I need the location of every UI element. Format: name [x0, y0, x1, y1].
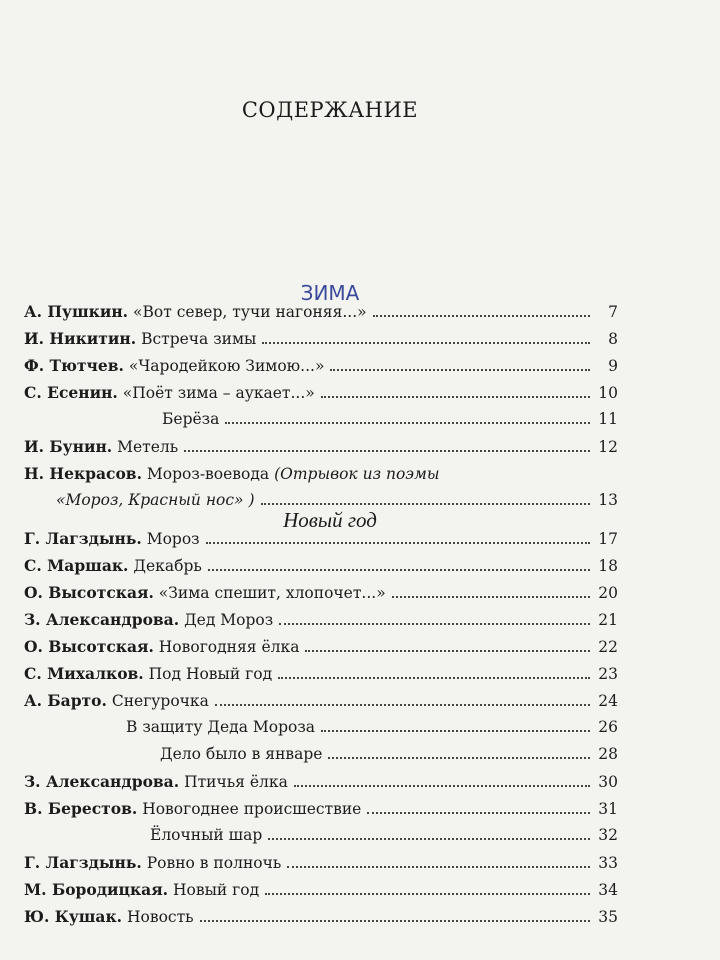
page-title: СОДЕРЖАНИЕ: [241, 98, 419, 122]
toc-page-number: 21: [598, 611, 618, 629]
toc-page-number: 11: [598, 410, 618, 428]
dot-leader: [208, 569, 590, 571]
toc-page-number: 7: [608, 303, 618, 321]
toc-entry: [24, 437, 618, 464]
toc-entry: [24, 907, 618, 934]
toc-entry: [24, 691, 618, 718]
dot-leader: [278, 677, 590, 679]
dot-leader: [268, 838, 590, 840]
toc-entry: [24, 880, 618, 907]
toc-author: Ю. Кушак.: [24, 907, 123, 926]
toc-work-title: Под Новый год: [148, 665, 273, 683]
toc-entry: [24, 799, 618, 826]
toc-entry: [24, 302, 618, 329]
toc-page-number: 35: [598, 908, 618, 926]
toc-author: И. Никитин.: [24, 329, 137, 348]
toc-work-title: Новогодняя ёлка: [158, 638, 300, 656]
dot-leader: [200, 920, 590, 922]
toc-page-number: 23: [598, 665, 618, 683]
toc-work-title: Метель: [117, 438, 179, 456]
toc-work-title: «Зима спешит, хлопочет...»: [158, 584, 386, 602]
toc-entry: [24, 410, 618, 437]
toc-entry: [24, 610, 618, 637]
dot-leader: [279, 623, 590, 625]
toc-author: А. Пушкин.: [24, 302, 129, 321]
toc-note: (Отрывок из поэмы: [274, 465, 440, 483]
toc-author: О. Высотская.: [24, 583, 154, 602]
toc-entry: [24, 356, 618, 383]
toc-work-title: Дед Мороз: [184, 611, 274, 629]
dot-leader: [305, 650, 590, 652]
toc-page-number: 26: [598, 718, 618, 736]
toc-page-number: 10: [598, 384, 618, 402]
toc-work-title: «Чародейкою Зимою...»: [128, 357, 325, 375]
toc-page-number: 12: [598, 438, 618, 456]
dot-leader: [294, 785, 590, 787]
dot-leader: [287, 866, 590, 868]
dot-leader: [265, 893, 590, 895]
toc-work-title: Мороз-воевода: [146, 465, 270, 483]
toc-work-title: Новый год: [173, 881, 260, 899]
toc-page-number: 34: [598, 881, 618, 899]
toc-author: М. Бородицкая.: [24, 880, 169, 899]
toc-author: Ф. Тютчев.: [24, 356, 124, 375]
toc-list-new-year: [24, 529, 618, 934]
toc-entry: [24, 556, 618, 583]
toc-work-title: «Поёт зима – аукает...»: [122, 384, 315, 402]
dot-leader: [225, 422, 590, 424]
dot-leader: [262, 342, 590, 344]
toc-entry: [24, 383, 618, 410]
dot-leader: [321, 396, 590, 398]
toc-page-number: 18: [598, 557, 618, 575]
dot-leader: [215, 704, 590, 706]
section-heading-new-year: Новый год: [283, 508, 377, 532]
toc-work-title: Ровно в полночь: [146, 854, 282, 872]
toc-work-title: Встреча зимы: [141, 330, 257, 348]
toc-work-title: Дело было в январе: [160, 745, 323, 763]
toc-work-title: Снегурочка: [111, 692, 209, 710]
dot-leader: [328, 757, 590, 759]
dot-leader: [373, 315, 590, 317]
toc-entry: [24, 637, 618, 664]
dot-leader: [261, 503, 590, 505]
toc-page-number: 28: [598, 745, 618, 763]
toc-entry: [24, 853, 618, 880]
toc-entry: [24, 664, 618, 691]
toc-author: О. Высотская.: [24, 637, 154, 656]
toc-work-title: Новость: [127, 908, 194, 926]
dot-leader: [184, 450, 590, 452]
toc-work-title: «Мороз, Красный нос» ): [56, 491, 255, 509]
toc-author: В. Берестов.: [24, 799, 138, 818]
toc-work-title: Декабрь: [133, 557, 202, 575]
toc-page-number: 32: [598, 826, 618, 844]
dot-leader: [321, 730, 590, 732]
toc-entry: [24, 718, 618, 745]
toc-page-number: 33: [598, 854, 618, 872]
toc-work-title: Птичья ёлка: [184, 773, 288, 791]
toc-author: З. Александрова.: [24, 610, 180, 629]
dot-leader: [392, 596, 590, 598]
toc-entry: [24, 826, 618, 853]
toc-page-number: 13: [598, 491, 618, 509]
toc-author: С. Маршак.: [24, 556, 129, 575]
toc-entry: [24, 329, 618, 356]
dot-leader: [206, 542, 590, 544]
toc-author: Н. Некрасов.: [24, 464, 142, 483]
toc-work-title: В защиту Деда Мороза: [126, 718, 316, 736]
toc-author: Г. Лагздынь.: [24, 529, 142, 548]
toc-author: С. Михалков.: [24, 664, 144, 683]
toc-page-number: 24: [598, 692, 618, 710]
toc-work-title: Новогоднее происшествие: [142, 800, 362, 818]
toc-list-winter: [24, 302, 618, 518]
toc-page-number: 8: [608, 330, 618, 348]
toc-page-number: 20: [598, 584, 618, 602]
toc-page-number: 22: [598, 638, 618, 656]
dot-leader: [330, 369, 590, 371]
toc-page-number: 30: [598, 773, 618, 791]
toc-page-number: 31: [598, 800, 618, 818]
dot-leader: [367, 812, 590, 814]
toc-author: З. Александрова.: [24, 772, 180, 791]
toc-author: С. Есенин.: [24, 383, 118, 402]
toc-author: Г. Лагздынь.: [24, 853, 142, 872]
toc-work-title: Ёлочный шар: [150, 826, 263, 844]
toc-entry: [24, 772, 618, 799]
toc-entry: [24, 529, 618, 556]
toc-work-title: «Вот север, тучи нагоняя...»: [133, 303, 367, 321]
toc-page-number: 17: [598, 530, 618, 548]
toc-entry: [24, 745, 618, 772]
toc-work-title: Берёза: [162, 410, 220, 428]
toc-work-title: Мороз: [146, 530, 200, 548]
toc-author: А. Барто.: [24, 691, 107, 710]
toc-author: И. Бунин.: [24, 437, 113, 456]
section-heading-winter: ЗИМА: [300, 281, 360, 305]
toc-page-number: 9: [608, 357, 618, 375]
toc-entry: [24, 464, 618, 491]
toc-entry: [24, 583, 618, 610]
